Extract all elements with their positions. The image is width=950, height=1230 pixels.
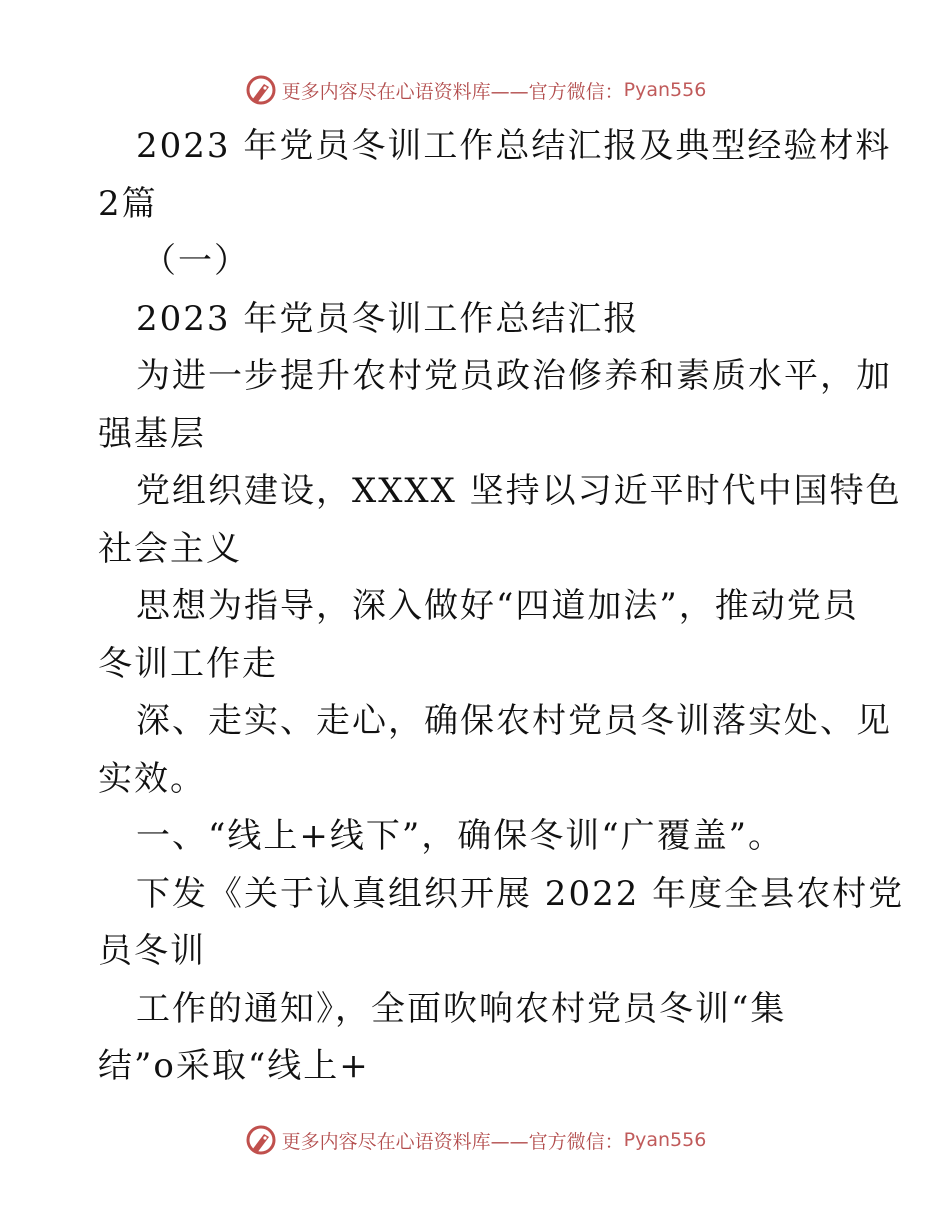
paragraph-line: 员冬训 [98, 931, 206, 971]
paragraph-line: 工作的通知》，全面吹响农村党员冬训“集 [136, 988, 787, 1029]
paragraph-line: 党组织建设，XXXX 坚持以习近平时代中国特色 [136, 471, 902, 511]
paragraph-line: 思想为指导，深入做好“四道加法”，推动党员 [136, 586, 859, 626]
paragraph-line: 社会主义 [98, 528, 242, 569]
paragraph-line: 下发《关于认真组织开展 2022 年度全县农村党 [136, 873, 905, 914]
section-marker: （一） [142, 241, 250, 281]
section-title: 2023 年党员冬训工作总结汇报 [136, 298, 640, 339]
watermark-footer [0, 1120, 950, 1160]
paragraph-line: 深、走实、走心，确保农村党员冬训落实处、见 [136, 701, 892, 741]
watermark-header [0, 70, 950, 110]
paragraph-line: 结”o采取“线上+ [98, 1046, 370, 1086]
paragraph-line: 实效。 [98, 758, 206, 799]
pen-nib-circle-icon [244, 73, 278, 107]
subheading-1: 一、“线上+线下”，确保冬训“广覆盖”。 [136, 816, 785, 856]
watermark-wechat: Pyan556 [623, 1129, 707, 1151]
document-body [98, 118, 905, 1096]
pen-nib-circle-icon [244, 1123, 278, 1157]
doc-title-line-2: 2篇 [98, 183, 158, 224]
paragraph-line: 冬训工作走 [98, 643, 278, 684]
watermark-wechat: Pyan556 [623, 79, 707, 101]
watermark-text: 更多内容尽在心语资料库——官方微信： [281, 1130, 624, 1153]
paragraph-line: 为进一步提升农村党员政治修养和素质水平，加 [136, 356, 892, 396]
watermark-text: 更多内容尽在心语资料库——官方微信： [281, 80, 624, 103]
doc-title-line-1: 2023 年党员冬训工作总结汇报及典型经验材料 [136, 126, 892, 166]
paragraph-line: 强基层 [98, 413, 206, 454]
